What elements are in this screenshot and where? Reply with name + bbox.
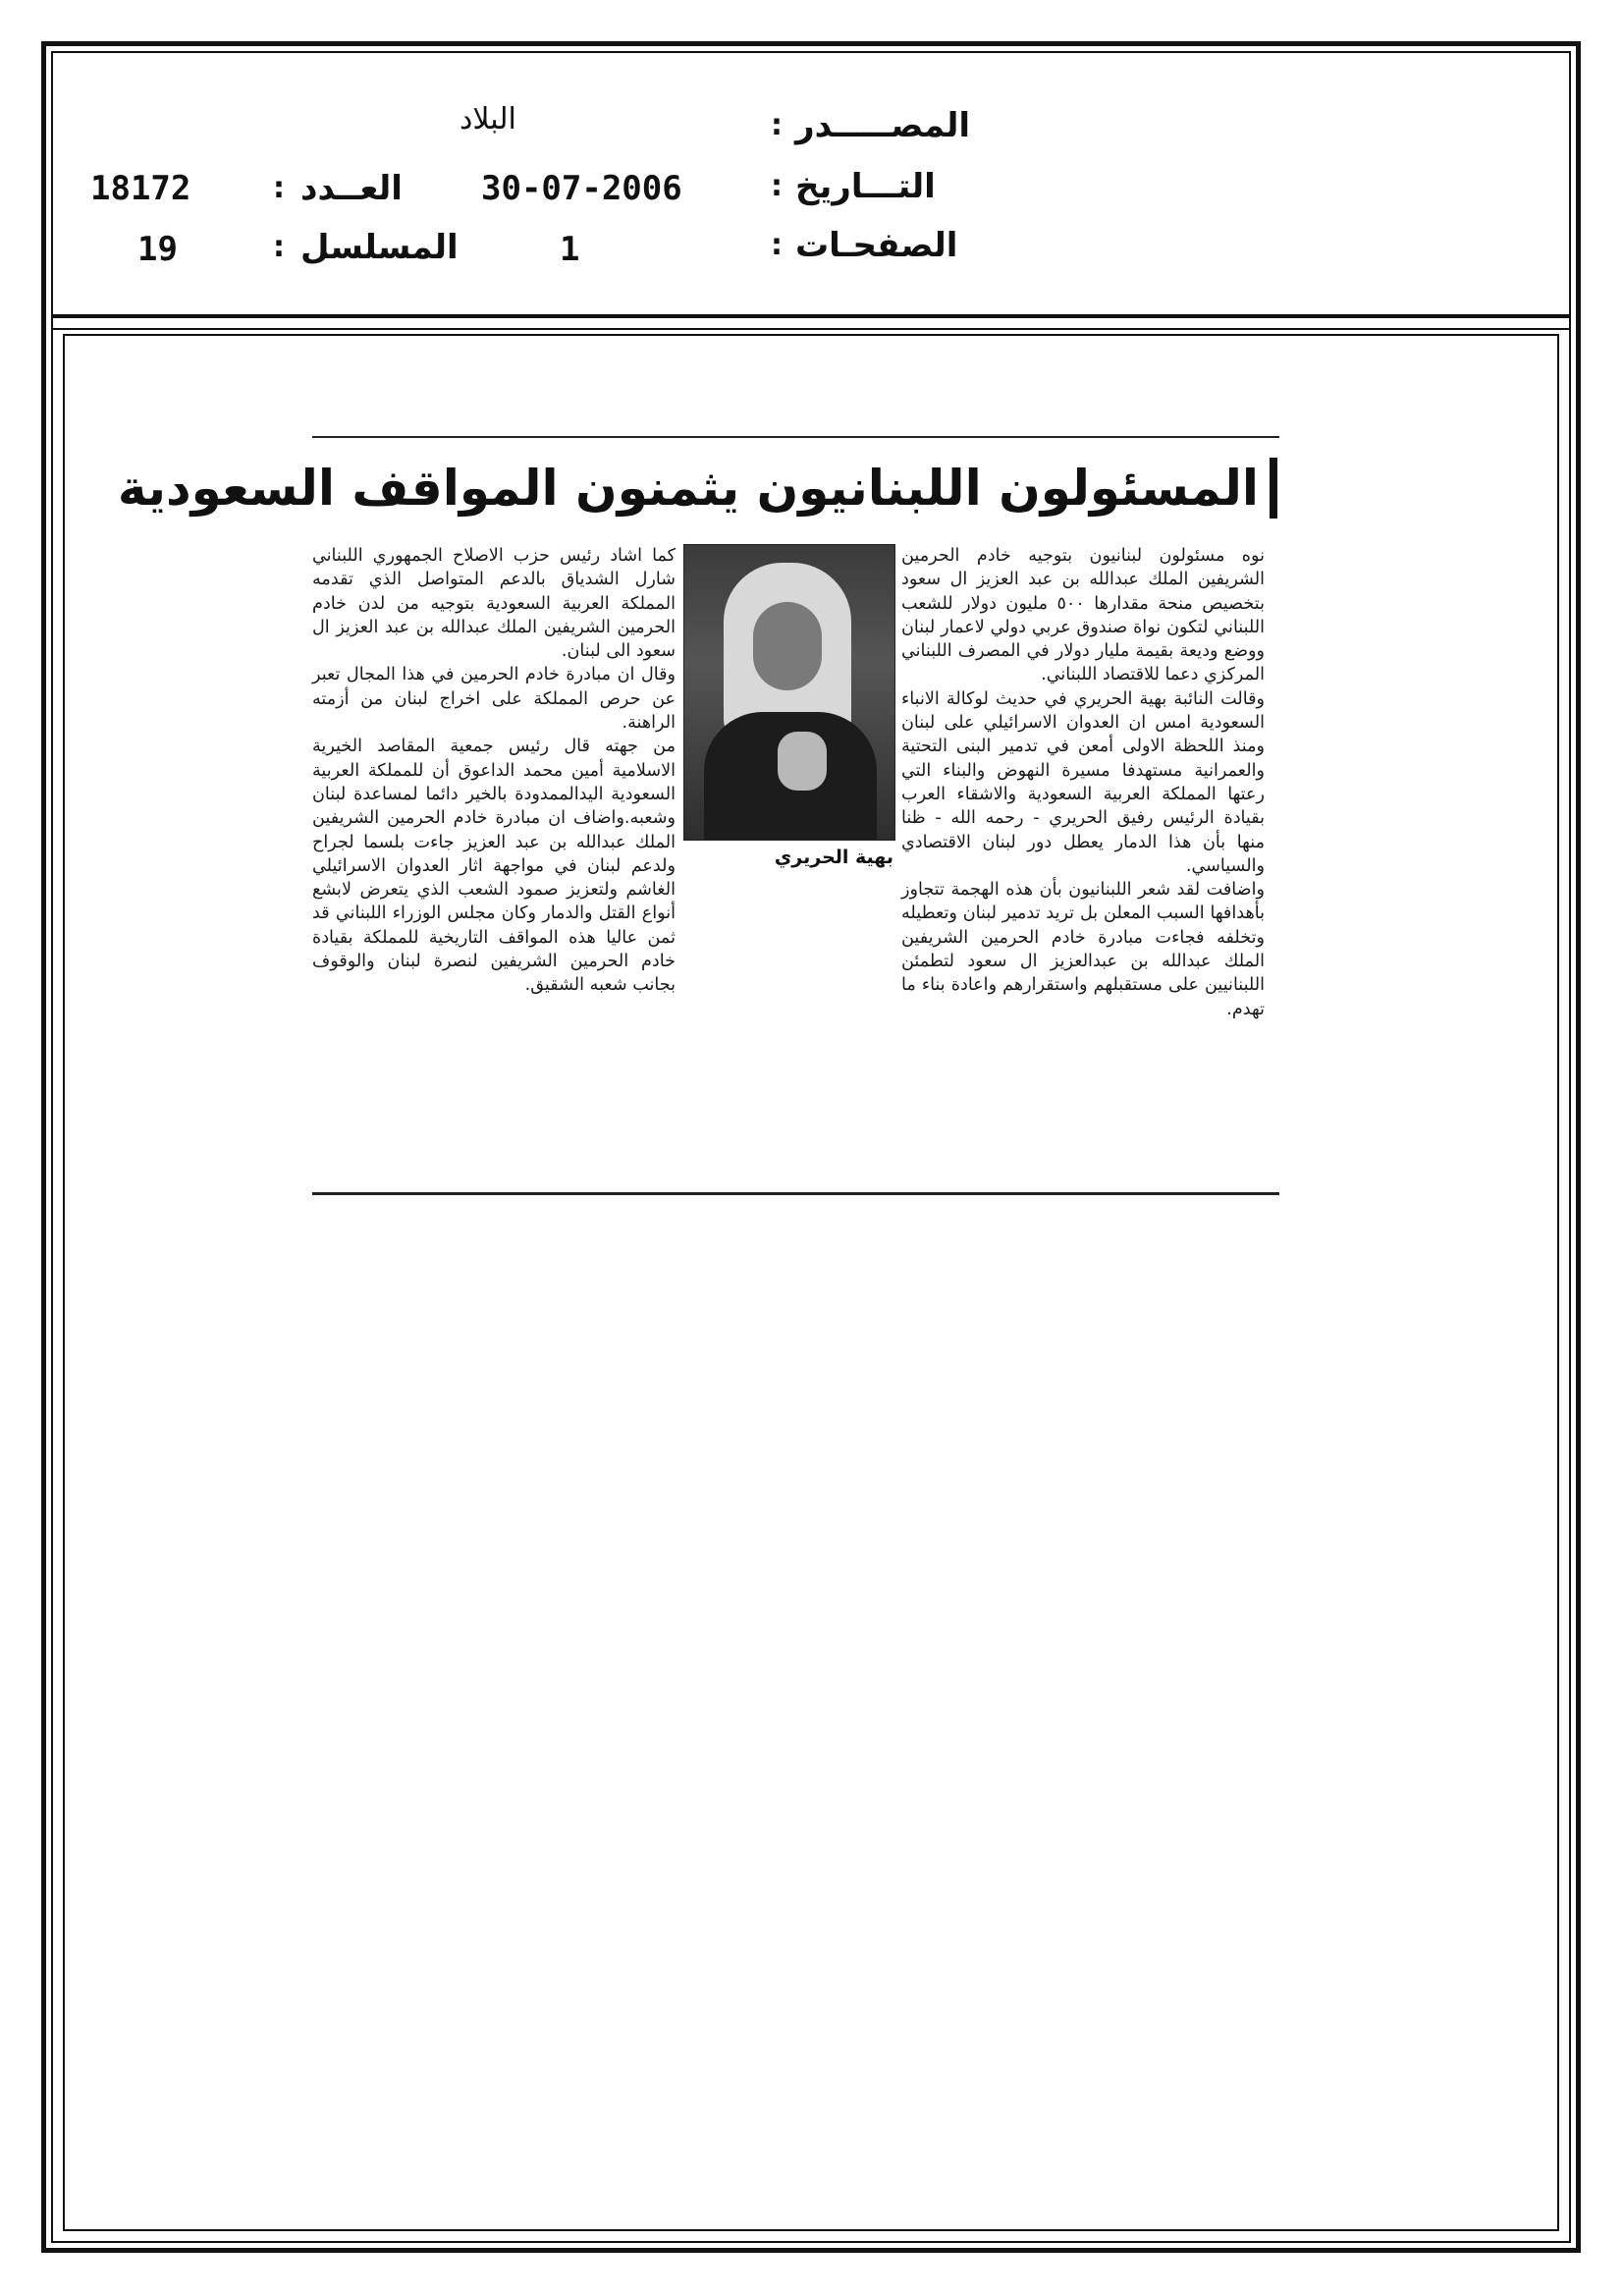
- article-paragraph: من جهته قال رئيس جمعية المقاصد الخيرية الاسلامية أمين محمد الداعوق أن للمملكة العربية السعودية اليدالممدودة بالخير دائما لمساعدة لبنان وشعبه.واضاف ان مبادرة خادم الحرمين الشريفين الملك عبدالله بن عبد العزيز جاءت بلسما لجراح ولدعم لبنان في مواجهة اثار العدوان الاسرائيلي الغاشم ولتعزيز صمود الشعب الذي يتعرض لابشع أنواع القتل والدمار وكان مجلس الوزراء اللبناني قد ثمن عاليا هذه المواقف التاريخية للمملكة بقيادة خادم الحرمين الشريفين لنصرة لبنان والوقوف بجانب شعبه الشقيق.: [312, 737, 676, 996]
- header-divider-thin: [51, 328, 1571, 330]
- article-paragraph: نوه مسئولون لبنانيون بتوجيه خادم الحرمين الشريفين الملك عبدالله بن عبد العزيز ال سعود بتخصيص منحة مقدارها ٥٠٠ مليون دولار للشعب اللبناني لتكون نواة صندوق عربي دولي لاعمار لبنان ووضع وديعة بقيمة مليار دولار في المصرف اللبناني المركزي دعما للاقتصاد اللبناني.: [901, 546, 1265, 685]
- article-paragraph: وقالت النائبة بهية الحريري في حديث لوكالة الانباء السعودية امس ان العدوان الاسرائيلي على لبنان ومنذ اللحظة الاولى أمعن في تدمير البنى التحتية والعمرانية مستهدفا مسيرة النهوض والبناء التي رعتها المملكة العربية السعودية والاشقاء العرب بقيادة الرئيس رفيق الحريري - رحمه الله - ظنا منها بأن هذا الدمار يعطل دور لبنان الاقتصادي والسياسي.: [901, 688, 1265, 876]
- serial-label: المسلسل: [300, 228, 459, 267]
- date-colon: :: [771, 169, 783, 203]
- pages-label: الصفحـات: [795, 226, 958, 265]
- article-column-right: [901, 544, 1265, 1021]
- photo-caption: بهية الحريري: [774, 847, 893, 868]
- news-clipping: [117, 436, 1294, 1212]
- clipping-bottom-rule: [312, 1192, 1279, 1195]
- date-value: 30-07-2006: [481, 169, 682, 208]
- pages-value: 1: [560, 230, 580, 269]
- source-value: البلاد: [460, 102, 516, 137]
- issue-colon: :: [273, 171, 285, 205]
- issue-value: 18172: [90, 169, 191, 208]
- article-paragraph: كما اشاد رئيس حزب الاصلاح الجمهوري اللبناني شارل الشدياق بالدعم المتواصل الذي تقدمه المملكة العربية السعودية بتوجيه من لدن خادم الحرمين الشريفين الملك عبدالله بن عبد العزيز ال سعود الى لبنان.: [312, 546, 676, 662]
- portrait-photo: [683, 544, 895, 841]
- header-divider: [51, 314, 1571, 318]
- issue-label: العــدد: [300, 169, 403, 208]
- serial-colon: :: [273, 230, 285, 264]
- article-headline: المسئولون اللبنانيون يثمنون المواقف السعودية: [117, 460, 1259, 517]
- clipping-top-rule: [312, 436, 1279, 438]
- date-label: التـــاريخ: [795, 167, 936, 206]
- article-paragraph: وقال ان مبادرة خادم الحرمين في هذا المجال تعبر عن حرص المملكة على اخراج لبنان من أزمته الراهنة.: [312, 665, 676, 734]
- article-paragraph: واضافت لقد شعر اللبنانيون بأن هذه الهجمة تتجاوز بأهدافها السبب المعلن بل تريد تدمير لبنان وتعطيله وتخلفه فجاءت مبادرة خادم الحرمين الشريفين الملك عبدالله بن عبدالعزيز ال سعود لتطمئن اللبنانيين على مستقبلهم واستقرارهم واعادة بناء ما تهدم.: [901, 880, 1265, 1019]
- serial-value: 19: [137, 230, 178, 269]
- article-column-left: [312, 544, 676, 998]
- pages-colon: :: [771, 228, 783, 262]
- source-colon: :: [771, 108, 783, 142]
- headline-accent-bar: [1270, 458, 1277, 519]
- source-label: المصـــــدر: [795, 106, 971, 145]
